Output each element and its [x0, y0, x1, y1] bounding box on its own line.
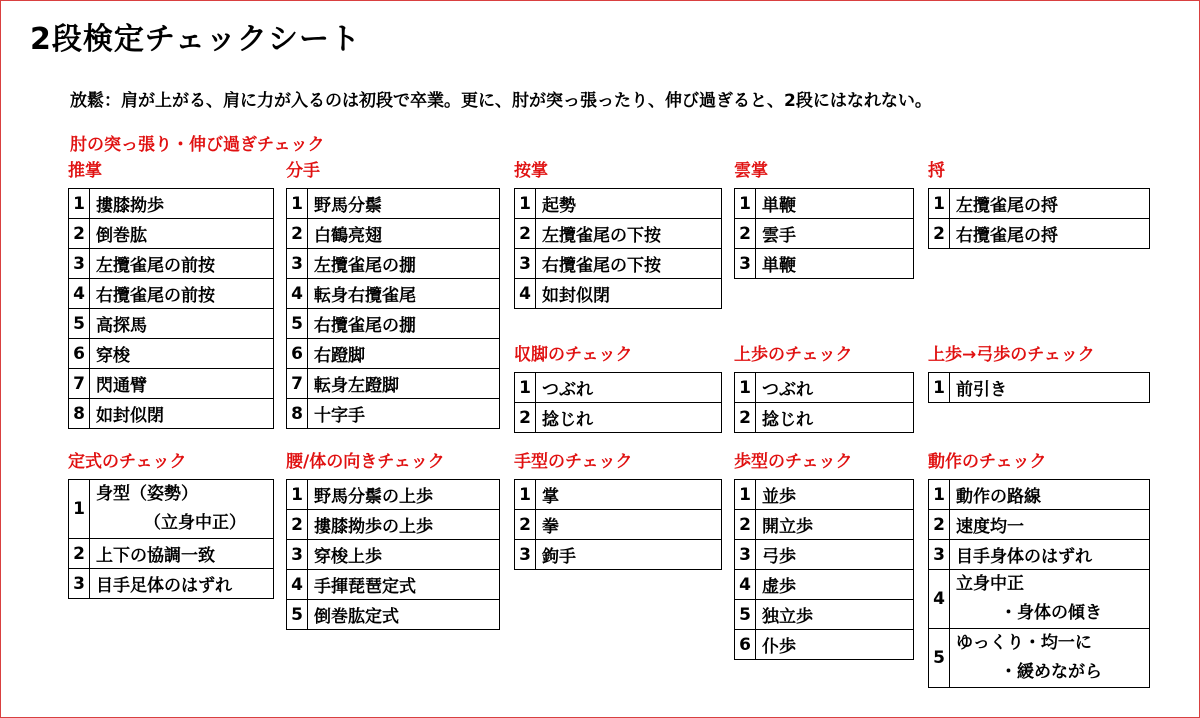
item-label: 野馬分鬃の上歩 [308, 480, 500, 510]
item-line: ゆっくり・均一に [956, 633, 1092, 653]
table-row [515, 540, 722, 570]
table-row [929, 189, 1150, 219]
item-label: 如封似閉 [536, 279, 722, 309]
table-row [929, 570, 1150, 629]
item-label: つぶれ [756, 373, 914, 403]
section-dosa [928, 451, 1150, 688]
item-number: 1 [287, 480, 308, 510]
item-number: 1 [69, 480, 90, 539]
table-row [735, 249, 914, 279]
table-row [287, 510, 500, 540]
item-label: 右攬雀尾の前按 [90, 279, 274, 309]
item-label: 穿梭 [90, 339, 274, 369]
item-number: 4 [929, 570, 950, 629]
table-row [287, 480, 500, 510]
section-title: 手型のチェック [514, 452, 633, 472]
item-label: 高探馬 [90, 309, 274, 339]
item-label: 摟膝拗歩 [90, 189, 274, 219]
section-joho [734, 344, 914, 433]
item-label: 倒巻肱定式 [308, 600, 500, 630]
item-label: 手揮琵琶定式 [308, 570, 500, 600]
item-label: 十字手 [308, 399, 500, 429]
section-ri [928, 160, 1150, 249]
item-line: ・緩めながら [1000, 662, 1102, 682]
item-number: 4 [69, 279, 90, 309]
item-label: 捻じれ [536, 403, 722, 433]
subtitle: 肘の突っ張り・伸び過ぎチェック [70, 135, 325, 155]
table-row [929, 480, 1150, 510]
section-teishiki [68, 451, 274, 599]
item-label: 上下の協調一致 [90, 539, 274, 569]
item-label: 雲手 [756, 219, 914, 249]
item-label: 右攬雀尾の掤 [308, 309, 500, 339]
item-label: 拳 [536, 510, 722, 540]
item-number: 4 [287, 570, 308, 600]
table-row [515, 279, 722, 309]
check-table [68, 188, 274, 429]
section-suisho [68, 160, 274, 429]
table-row [69, 219, 274, 249]
table-row [287, 309, 500, 339]
item-line: ・身体の傾き [1000, 603, 1102, 623]
section-title: 収脚のチェック [514, 345, 633, 365]
item-label: 右攬雀尾の下按 [536, 249, 722, 279]
item-number: 1 [929, 373, 950, 403]
check-table [734, 372, 914, 433]
item-number: 5 [69, 309, 90, 339]
item-label: 前引き [950, 373, 1150, 403]
item-label: 動作の路線 [950, 480, 1150, 510]
table-row [69, 369, 274, 399]
table-row [735, 600, 914, 630]
table-row [929, 629, 1150, 688]
item-number: 1 [735, 373, 756, 403]
table-row [735, 403, 914, 433]
item-line: （立身中正） [144, 513, 246, 533]
item-label: 転身左蹬脚 [308, 369, 500, 399]
item-line: 立身中正 [956, 574, 1024, 594]
table-row [287, 540, 500, 570]
check-table [928, 188, 1150, 249]
table-row [735, 373, 914, 403]
section-title: 捋 [928, 161, 945, 181]
item-number: 2 [69, 219, 90, 249]
item-label: 掌 [536, 480, 722, 510]
item-number: 3 [69, 249, 90, 279]
item-number: 2 [929, 219, 950, 249]
item-number: 3 [929, 540, 950, 570]
item-number: 2 [287, 219, 308, 249]
item-number: 3 [287, 540, 308, 570]
table-row [929, 219, 1150, 249]
item-number: 2 [929, 510, 950, 540]
item-number: 6 [735, 630, 756, 660]
item-number: 3 [735, 249, 756, 279]
section-title: 定式のチェック [68, 452, 187, 472]
table-row [515, 403, 722, 433]
section-title: 腰/体の向きチェック [286, 452, 445, 472]
item-label: 弓歩 [756, 540, 914, 570]
item-number: 7 [69, 369, 90, 399]
item-number: 1 [929, 189, 950, 219]
item-number: 1 [515, 480, 536, 510]
section-bunshu [286, 160, 500, 429]
table-row [69, 279, 274, 309]
item-number: 3 [69, 569, 90, 599]
check-table [514, 372, 722, 433]
item-number: 2 [735, 510, 756, 540]
item-number: 3 [515, 540, 536, 570]
table-row [929, 373, 1150, 403]
section-joho-kyuho [928, 344, 1150, 403]
check-table [734, 188, 914, 279]
table-row [287, 570, 500, 600]
item-number: 5 [735, 600, 756, 630]
item-label: 左攬雀尾の掤 [308, 249, 500, 279]
table-row [287, 249, 500, 279]
item-number: 2 [735, 219, 756, 249]
item-label: 虚歩 [756, 570, 914, 600]
table-row [69, 480, 274, 539]
table-row [287, 219, 500, 249]
item-label: 左攬雀尾の前按 [90, 249, 274, 279]
table-row [287, 189, 500, 219]
table-row [735, 480, 914, 510]
table-row [287, 600, 500, 630]
section-title: 按掌 [514, 161, 548, 181]
section-title: 歩型のチェック [734, 452, 853, 472]
item-label: 速度均一 [950, 510, 1150, 540]
table-row [69, 339, 274, 369]
item-number: 1 [69, 189, 90, 219]
table-row [515, 373, 722, 403]
page-title: 2段検定チェックシート [30, 22, 361, 57]
table-row [287, 339, 500, 369]
section-shukyaku [514, 344, 722, 433]
item-number: 1 [735, 189, 756, 219]
table-row [735, 630, 914, 660]
item-number: 4 [735, 570, 756, 600]
item-number: 2 [69, 539, 90, 569]
table-row [515, 510, 722, 540]
item-label: 並歩 [756, 480, 914, 510]
table-row [69, 399, 274, 429]
item-label: 転身右攬雀尾 [308, 279, 500, 309]
item-number: 1 [735, 480, 756, 510]
item-label: 捻じれ [756, 403, 914, 433]
item-number: 6 [69, 339, 90, 369]
table-row [929, 510, 1150, 540]
table-row [515, 249, 722, 279]
section-hokei [734, 451, 914, 660]
table-row [69, 189, 274, 219]
table-row [735, 189, 914, 219]
item-label: 左攬雀尾の下按 [536, 219, 722, 249]
item-label: 単鞭 [756, 189, 914, 219]
section-title: 動作のチェック [928, 452, 1047, 472]
item-number: 7 [287, 369, 308, 399]
section-title: 分手 [286, 161, 320, 181]
item-label: 摟膝拗歩の上歩 [308, 510, 500, 540]
table-row [287, 399, 500, 429]
check-table [286, 188, 500, 429]
item-number: 1 [515, 189, 536, 219]
item-number: 3 [735, 540, 756, 570]
item-label [90, 480, 274, 539]
item-number: 6 [287, 339, 308, 369]
section-shukei [514, 451, 722, 570]
item-label: 如封似閉 [90, 399, 274, 429]
check-table [928, 372, 1150, 403]
table-row [735, 570, 914, 600]
item-label: 目手身体のはずれ [950, 540, 1150, 570]
item-label: 鉤手 [536, 540, 722, 570]
section-unsho [734, 160, 914, 279]
table-row [69, 569, 274, 599]
item-label: 右攬雀尾の捋 [950, 219, 1150, 249]
item-label: 右蹬脚 [308, 339, 500, 369]
item-number: 3 [287, 249, 308, 279]
item-number: 2 [735, 403, 756, 433]
item-label: 仆歩 [756, 630, 914, 660]
check-table [68, 479, 274, 599]
item-label: つぶれ [536, 373, 722, 403]
table-row [515, 480, 722, 510]
item-label: 穿梭上歩 [308, 540, 500, 570]
item-label: 野馬分鬃 [308, 189, 500, 219]
table-row [287, 369, 500, 399]
item-number: 4 [515, 279, 536, 309]
table-row [929, 540, 1150, 570]
item-number: 5 [287, 309, 308, 339]
item-label: 起勢 [536, 189, 722, 219]
item-label: 倒巻肱 [90, 219, 274, 249]
item-label: 独立歩 [756, 600, 914, 630]
table-row [735, 510, 914, 540]
item-label [950, 629, 1150, 688]
section-title: 推掌 [68, 161, 102, 181]
section-title: 上歩のチェック [734, 345, 853, 365]
item-label: 左攬雀尾の捋 [950, 189, 1150, 219]
table-row [69, 249, 274, 279]
check-table [514, 188, 722, 309]
item-number: 2 [515, 403, 536, 433]
item-number: 2 [287, 510, 308, 540]
check-table [514, 479, 722, 570]
section-title: 雲掌 [734, 161, 768, 181]
table-row [69, 539, 274, 569]
item-label: 単鞭 [756, 249, 914, 279]
item-number: 5 [929, 629, 950, 688]
table-row [515, 219, 722, 249]
item-number: 2 [515, 219, 536, 249]
item-number: 5 [287, 600, 308, 630]
table-row [735, 219, 914, 249]
check-table [286, 479, 500, 630]
table-row [69, 309, 274, 339]
item-number: 8 [69, 399, 90, 429]
check-table [734, 479, 914, 660]
item-number: 8 [287, 399, 308, 429]
item-label: 白鶴亮翅 [308, 219, 500, 249]
item-label [950, 570, 1150, 629]
table-row [735, 540, 914, 570]
item-label: 閃通臂 [90, 369, 274, 399]
intro-text: 放鬆：肩が上がる、肩に力が入るのは初段で卒業。更に、肘が突っ張ったり、伸び過ぎると、2段にはなれない。 [70, 91, 932, 111]
item-line: 身型（姿勢） [96, 484, 198, 504]
item-label: 目手足体のはずれ [90, 569, 274, 599]
table-row [515, 189, 722, 219]
check-table [928, 479, 1150, 688]
item-number: 1 [515, 373, 536, 403]
item-number: 3 [515, 249, 536, 279]
item-number: 4 [287, 279, 308, 309]
item-label: 開立歩 [756, 510, 914, 540]
section-koshi [286, 451, 500, 630]
item-number: 2 [515, 510, 536, 540]
section-ansho [514, 160, 722, 309]
section-title: 上歩→弓歩のチェック [928, 345, 1095, 365]
item-number: 1 [929, 480, 950, 510]
item-number: 1 [287, 189, 308, 219]
table-row [287, 279, 500, 309]
